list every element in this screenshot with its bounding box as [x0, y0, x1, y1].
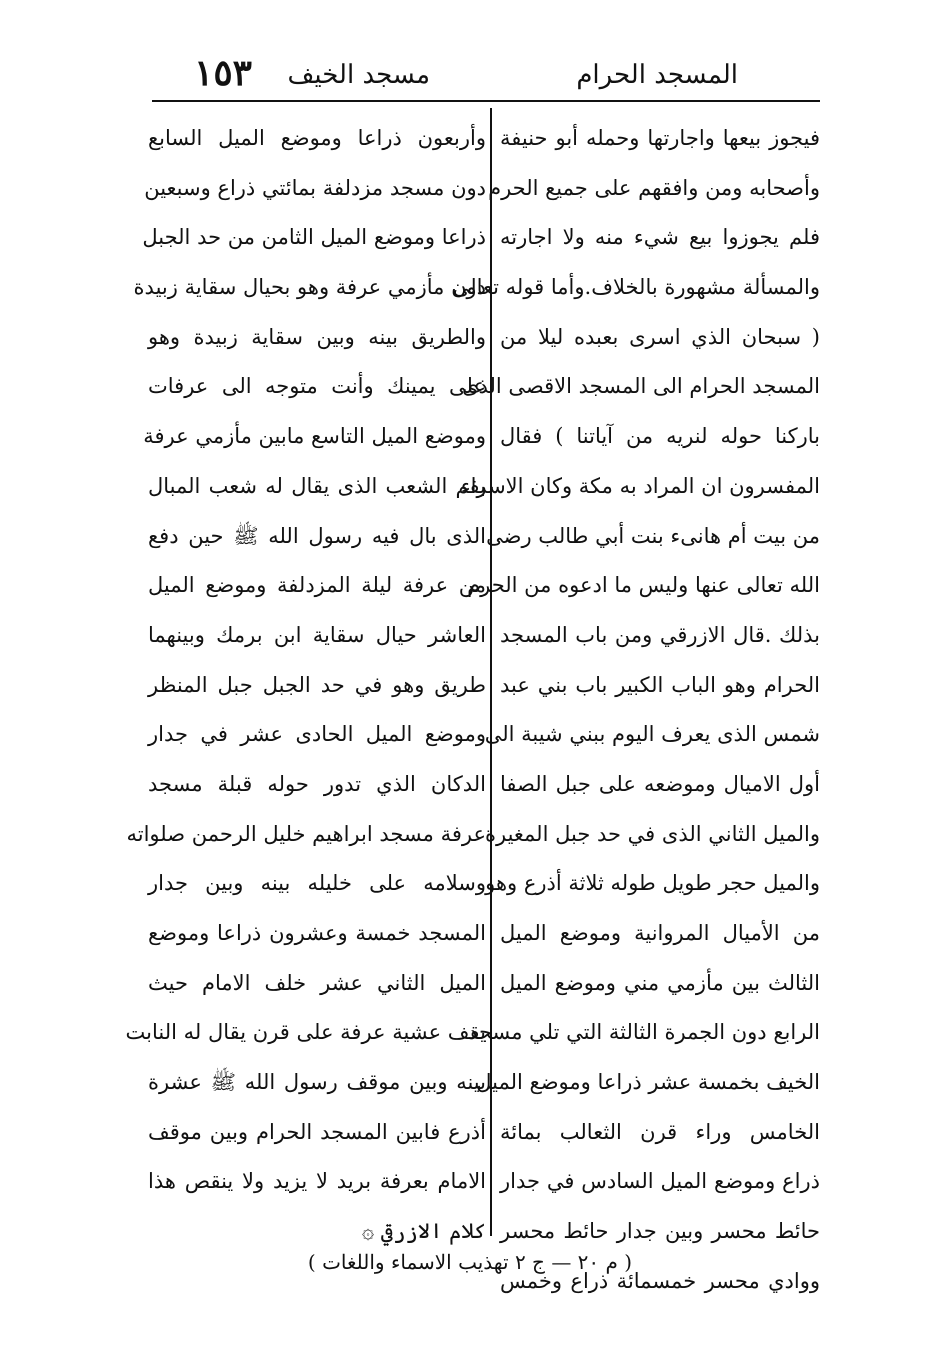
- footer-signature: ( م ٢٠ — ج ٢ تهذيب الاسماء واللغات ): [307, 1250, 633, 1274]
- text-line: فيجوز بيعها واجارتها وحمله أبو حنيفة: [500, 126, 820, 150]
- text-line: بفم الشعب الذى يقال له شعب المبال: [148, 473, 486, 498]
- text-line: أول الاميال وموضعه على جبل الصفا: [500, 771, 820, 796]
- text-line: والميل حجر طويل طوله ثلاثة أذرع وهو: [485, 871, 820, 896]
- text-line: والميل الثاني الذى في حد جبل المغيرة: [484, 821, 820, 846]
- text-line: الدكان الذي تدور حوله قبلة مسجد: [148, 771, 486, 796]
- text-line: بينه وبين موقف رسول الله ﷺ عشرة: [148, 1070, 486, 1095]
- text-line: الرابع دون الجمرة الثالثة التي تلي مسجد: [467, 1020, 820, 1045]
- text-line: الخامس وراء قرن الثعالب بمائة: [500, 1119, 820, 1144]
- text-line: الثالث بين مأزمي مني وموضع الميل: [500, 970, 820, 995]
- text-line: باركنا حوله لنريه من آياتنا ) فقال: [500, 424, 820, 449]
- text-line: الامام بعرفة بريد لا يزيد ولا ينقص هذا: [148, 1169, 486, 1194]
- text-line: وسلامه على خليله بينه وبين جدار: [148, 871, 486, 896]
- text-line: من بيت أم هانىء بنت أبي طالب رضى: [486, 523, 820, 548]
- text-line: ووادي محسر خمسمائة ذراع وخمس: [500, 1268, 820, 1293]
- text-line: المسجد الحرام الى المسجد الاقصى الذى: [462, 374, 820, 399]
- text-line: ذراع وموضع الميل السادس في جدار: [500, 1169, 820, 1194]
- text-line: دون مسجد مزدلفة بمائتي ذراع وسبعين: [144, 175, 486, 200]
- text-line: ذراعا وموضع الميل الثامن من حد الجبل: [142, 225, 486, 250]
- text-line: حائط محسر وبين جدار حائط محسر: [500, 1219, 820, 1244]
- text-line: والمسألة مشهورة بالخلاف.وأما قوله تعالى: [452, 275, 820, 300]
- text-line: ( سبحان الذي اسرى بعبده ليلا من: [500, 324, 820, 349]
- text-line: والطريق بينه وبين سقاية زبيدة وهو: [148, 324, 486, 349]
- text-line: يقف عشية عرفة على قرن يقال له النابت: [125, 1020, 486, 1045]
- text-line: العاشر حيال سقاية ابن برمك وبينهما: [148, 622, 486, 647]
- running-header-center: مسجد الخيف: [287, 60, 430, 90]
- text-line: كلام الازرقي ۞: [361, 1219, 486, 1244]
- text-line: على يمينك وأنت متوجه الى عرفات: [148, 374, 486, 399]
- text-line: الله تعالى عنها وليس ما ادعوه من الحرم: [467, 573, 820, 598]
- text-line: وموضع الميل التاسع مابين مأزمي عرفة: [143, 424, 486, 449]
- text-line: الميل الثاني عشر خلف الامام حيث: [148, 970, 486, 995]
- header-rule: [152, 100, 820, 102]
- text-line: من عرفة ليلة المزدلفة وموضع الميل: [148, 573, 486, 598]
- text-line: وموضع الميل الحادى عشر في جدار: [148, 722, 486, 747]
- text-line: أذرع فابين المسجد الحرام وبين موقف: [148, 1119, 486, 1144]
- text-line: فلم يجوزوا بيع شيء منه ولا اجارته: [500, 225, 820, 250]
- text-line: طريق وهو في حد الجبل جبل المنظر: [148, 672, 486, 697]
- text-line: وأصحابه ومن وافقهم على جميع الحرم: [488, 175, 820, 200]
- text-line: وأربعون ذراعا وموضع الميل السابع: [148, 126, 486, 150]
- left-column: [125, 114, 486, 1257]
- text-line: دون مأزمي عرفة وهو بحيال سقاية زبيدة: [133, 275, 486, 300]
- text-line: عرفة مسجد ابراهيم خليل الرحمن صلواته: [126, 821, 486, 846]
- text-line: الحرام وهو الباب الكبير باب بني عبد: [500, 672, 820, 697]
- text-line: المفسرون ان المراد به مكة وكان الاسراء: [460, 473, 820, 498]
- text-line: بذلك .قال الازرقي ومن باب المسجد: [500, 622, 820, 647]
- text-line: الذى بال فيه رسول الله ﷺ حين دفع: [148, 523, 486, 548]
- text-line: المسجد خمسة وعشرون ذراعا وموضع: [148, 921, 486, 945]
- text-line: الخيف بخمسة عشر ذراعا وموضع الميل: [476, 1070, 820, 1095]
- text-line: من الأميال المروانية وموضع الميل: [500, 921, 820, 945]
- text-line: شمس الذى يعرف اليوم ببني شيبة الى: [484, 722, 820, 747]
- running-header-right: المسجد الحرام: [576, 60, 738, 90]
- page-number: ١٥٣: [193, 52, 252, 94]
